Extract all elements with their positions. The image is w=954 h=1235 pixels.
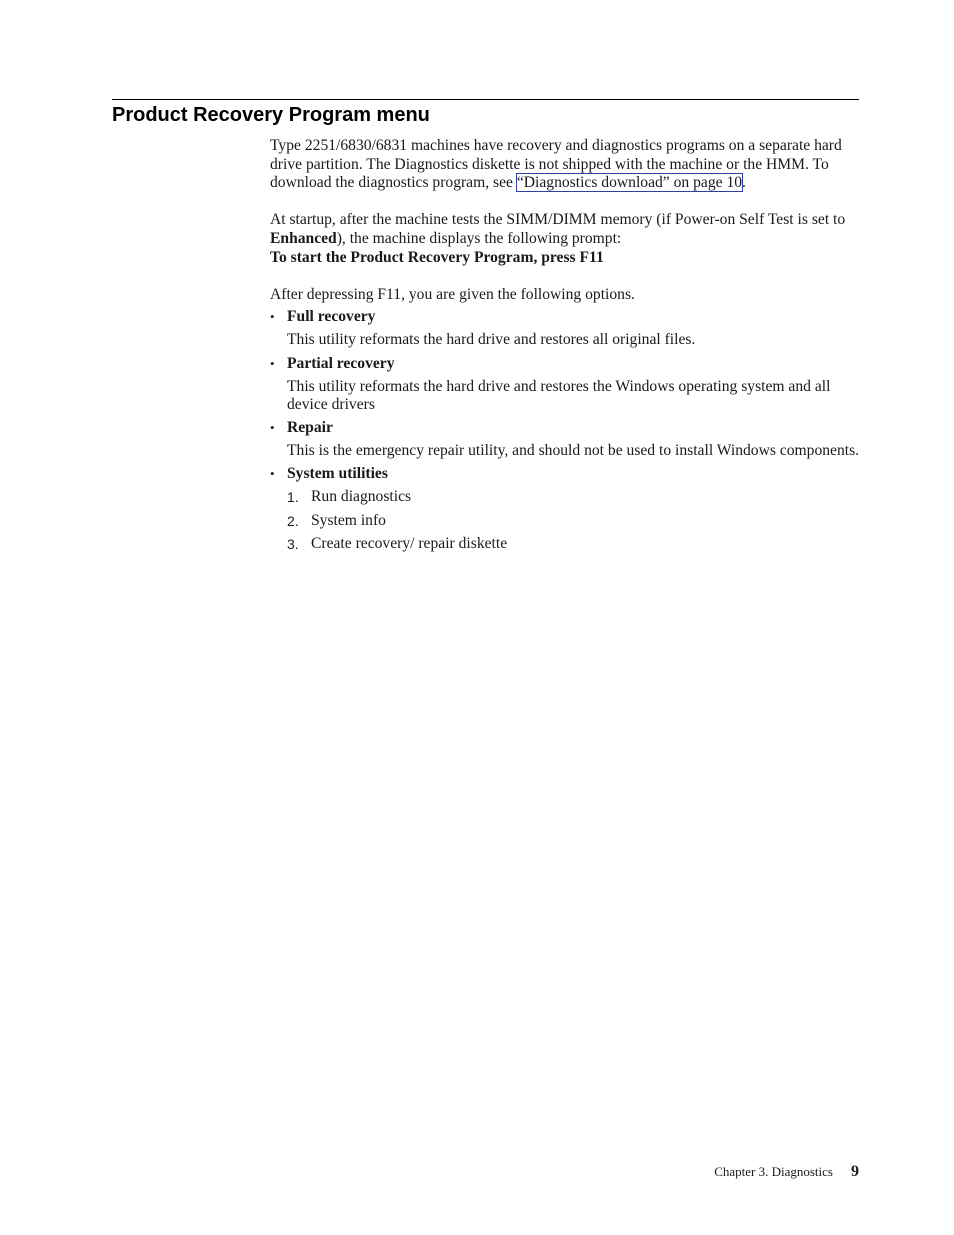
option-partial-recovery xyxy=(270,355,860,415)
startup-text-1: At startup, after the machine tests the SIMM/DIMM memory (if Power-on Self Test is set to xyxy=(270,211,846,229)
enhanced-term: Enhanced xyxy=(270,229,337,247)
list-item xyxy=(287,535,860,554)
option-system-utilities xyxy=(270,465,860,553)
item-text: System info xyxy=(311,511,386,529)
footer-chapter: Chapter 3. Diagnostics xyxy=(714,1164,833,1179)
page-footer xyxy=(714,1163,859,1181)
section-title: Product Recovery Program menu xyxy=(112,104,430,126)
startup-text-2: ), the machine displays the following prompt: xyxy=(336,229,622,247)
intro-text: Type 2251/6830/6831 machines have recovery and diagnostics programs on a separate hard drive partition. The Diagnostics diskette is not shipped with the machine or the HMM. To download the diagnostics program, see xyxy=(270,137,842,192)
item-number: 2. xyxy=(287,512,299,529)
options-lead: After depressing F11, you are given the following options. xyxy=(270,285,635,303)
intro-text-end: . xyxy=(742,174,746,192)
bullet-icon: • xyxy=(270,420,275,436)
body-content xyxy=(270,137,860,554)
option-full-recovery xyxy=(270,308,860,350)
section-rule xyxy=(112,99,859,100)
startup-prompt: To start the Product Recovery Program, press F11 xyxy=(270,248,604,266)
item-text: Run diagnostics xyxy=(311,488,412,506)
startup-paragraph xyxy=(270,211,860,248)
list-item xyxy=(287,488,860,507)
page-number: 9 xyxy=(851,1163,859,1180)
list-item xyxy=(287,512,860,531)
option-title: Partial recovery xyxy=(287,354,395,372)
bullet-icon: • xyxy=(270,309,275,325)
option-description: This utility reformats the hard drive and restores all original files. xyxy=(287,331,696,349)
system-utilities-list xyxy=(287,488,860,553)
item-number: 3. xyxy=(287,536,299,553)
option-repair xyxy=(270,419,860,461)
option-description: This is the emergency repair utility, and should not be used to install Windows components. xyxy=(287,442,860,460)
bullet-icon: • xyxy=(270,466,275,482)
options-list xyxy=(270,308,860,553)
option-title: System utilities xyxy=(287,465,388,483)
option-title: Full recovery xyxy=(287,308,376,326)
option-description: This utility reformats the hard drive and restores the Windows operating system and all device drivers xyxy=(287,377,831,414)
diagnostics-download-link[interactable]: “Diagnostics download” on page 10 xyxy=(516,174,743,192)
item-number: 1. xyxy=(287,489,299,506)
option-title: Repair xyxy=(287,419,333,437)
intro-paragraph xyxy=(270,137,860,193)
bullet-icon: • xyxy=(270,355,275,371)
item-text: Create recovery/ repair diskette xyxy=(311,535,508,553)
